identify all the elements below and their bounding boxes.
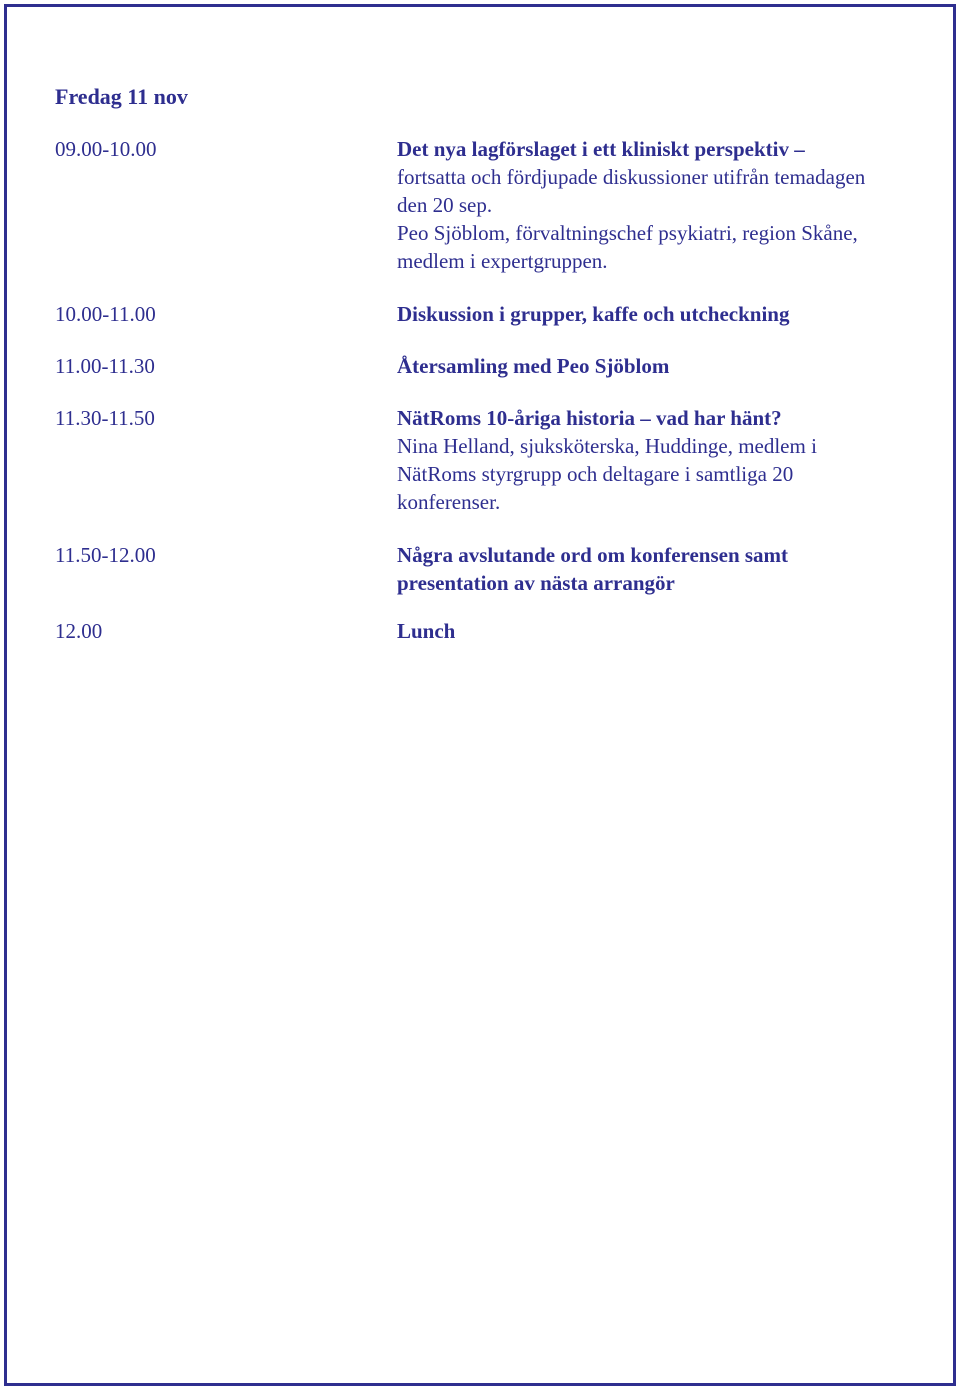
- session-content: [397, 300, 887, 328]
- session-time: 09.00-10.00: [55, 137, 157, 161]
- session-time: 11.00-11.30: [55, 354, 155, 378]
- session-content: [397, 404, 887, 516]
- session-title: Det nya lagförslaget i ett kliniskt perspektiv –: [397, 137, 805, 161]
- session-title: Diskussion i grupper, kaffe och utcheckning: [397, 302, 790, 326]
- day-title: Fredag 11 nov: [55, 84, 188, 109]
- session-title: Några avslutande ord om konferensen samt presentation av nästa arrangör: [397, 543, 789, 595]
- session-speaker: Peo Sjöblom, förvaltningschef psykiatri, region Skåne, medlem i expertgruppen.: [397, 221, 858, 273]
- session-time: 10.00-11.00: [55, 302, 156, 326]
- session-title: Lunch: [397, 619, 456, 643]
- session-content: [397, 352, 887, 380]
- session-title-continued: fortsatta och fördjupade diskussioner utifrån temadagen den 20 sep.: [397, 165, 866, 217]
- session-title: Återsamling med Peo Sjöblom: [397, 354, 670, 378]
- session-time: 11.50-12.00: [55, 543, 156, 567]
- session-content: [397, 541, 887, 597]
- session-content: [397, 617, 887, 645]
- session-time: 11.30-11.50: [55, 406, 155, 430]
- session-title: NätRoms 10-åriga historia – vad har hänt?: [397, 406, 782, 430]
- session-speaker: Nina Helland, sjuksköterska, Huddinge, medlem i NätRoms styrgrupp och deltagare i samtliga 20 konferenser.: [397, 434, 817, 514]
- session-time: 12.00: [55, 619, 103, 643]
- session-content: [397, 135, 887, 275]
